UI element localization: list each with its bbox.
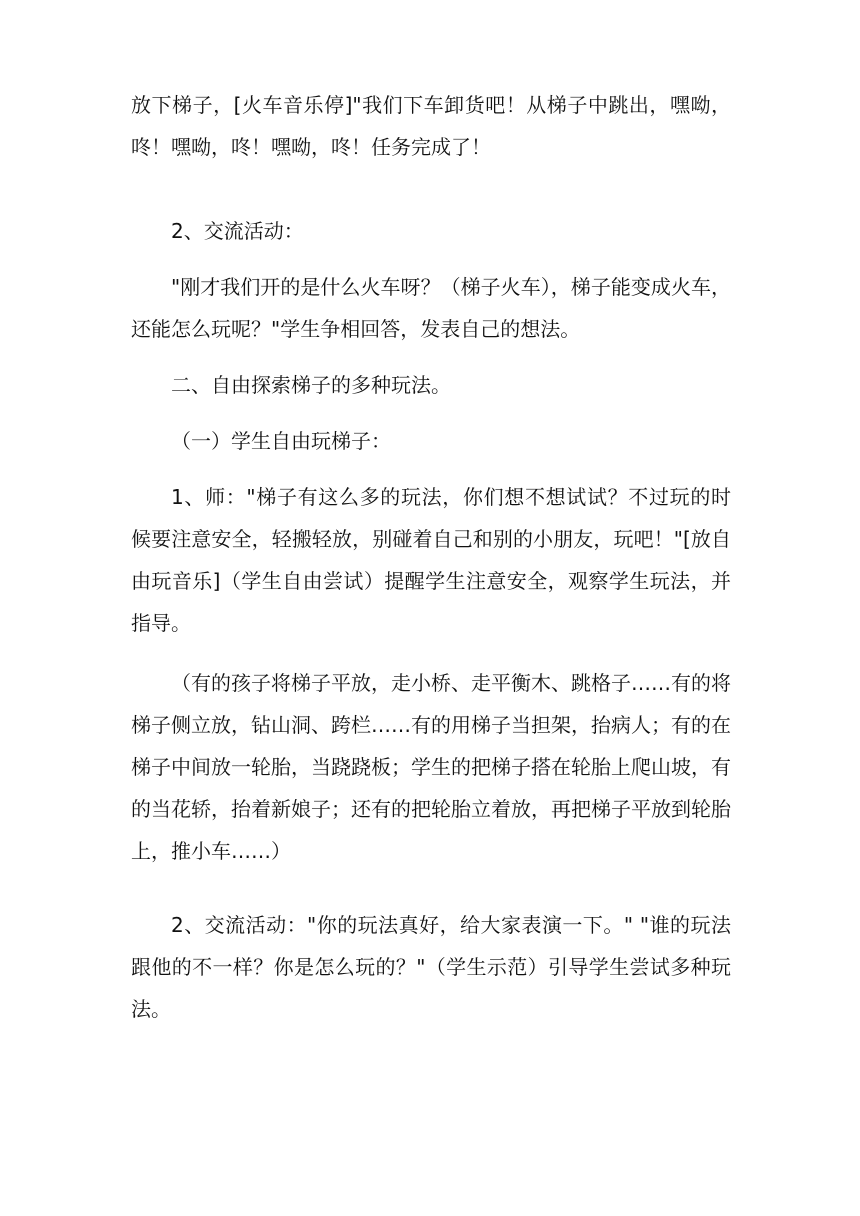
paragraph-unloading: 放下梯子，[火车音乐停]"我们下车卸货吧！从梯子中跳出，嘿呦，咚！嘿呦，咚！嘿呦，咚！任务完成了！	[131, 93, 731, 159]
section-heading-free-exploration: 二、自由探索梯子的多种玩法。	[171, 373, 451, 397]
paragraph-exchange-activity-2: 2、交流活动："你的玩法真好，给大家表演一下。" "谁的玩法跟他的不一样？你是怎么玩的？"（学生示范）引导学生尝试多种玩法。	[131, 913, 731, 1021]
subsection-heading-free-play: （一）学生自由玩梯子：	[171, 429, 391, 453]
paragraph-teacher-instruction: 1、师："梯子有这么多的玩法，你们想不想试试？不过玩的时候要注意安全，轻搬轻放，别碰着自己和别的小朋友，玩吧！"[放自由玩音乐]（学生自由尝试）提醒学生注意安全，观察学生玩法，并指导。	[131, 485, 731, 635]
paragraph-ladder-train-question: "刚才我们开的是什么火车呀？（梯子火车），梯子能变成火车，还能怎么玩呢？"学生争相回答，发表自己的想法。	[131, 275, 731, 341]
paragraph-play-examples: （有的孩子将梯子平放，走小桥、走平衡木、跳格子……有的将梯子侧立放，钻山洞、跨栏……有的用梯子当担架，抬病人；有的在梯子中间放一轮胎，当跷跷板；学生的把梯子搭在轮胎上爬山坡，有的当花轿，抬着新娘子；还有的把轮胎立着放，再把梯子平放到轮胎上，推小车……）	[131, 671, 731, 863]
heading-exchange-activity-1: 2、交流活动：	[171, 219, 304, 243]
